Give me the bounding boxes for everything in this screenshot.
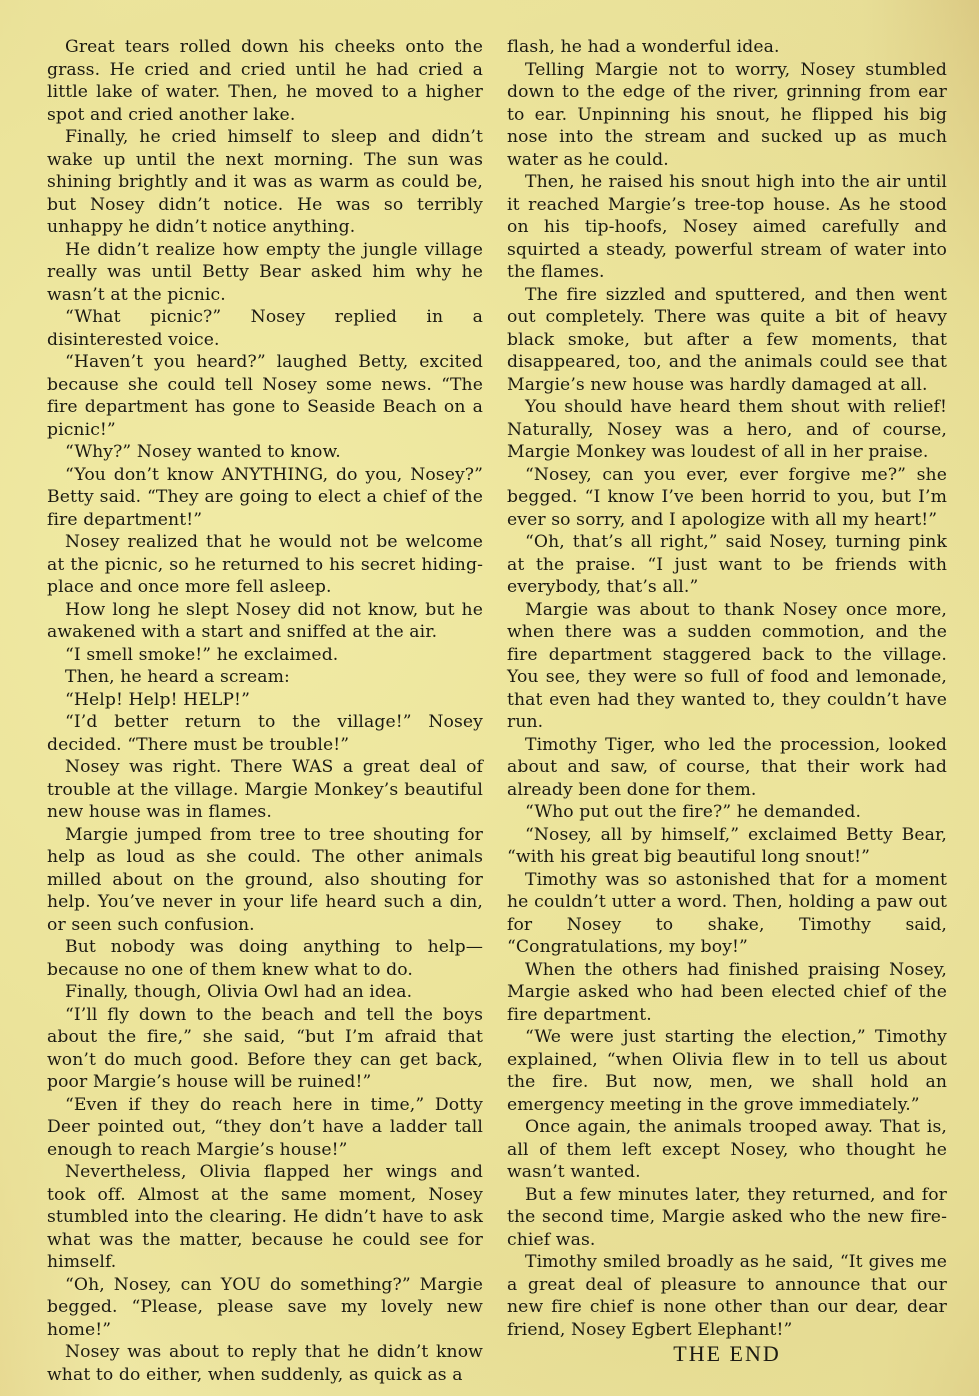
paragraph: Nevertheless, Olivia flapped her wings and took off. Almost at the same moment, Nosey stumbled into the clearing. He didn’t have to ask what was the matter, because he could see for himself. [47,1162,483,1272]
paragraph: “Oh, Nosey, can YOU do something?” Margie begged. “Please, please save my lovely new home!” [47,1274,483,1340]
paragraph: Great tears rolled down his cheeks onto the grass. He cried and cried until he had cried a little lake of water. Then, he moved to a higher spot and cried another lake. [47,37,483,125]
paragraph: “Even if they do reach here in time,” Dotty Deer pointed out, “they don’t have a ladder tall enough to reach Margie’s house!” [47,1094,483,1160]
paragraph: Margie was about to thank Nosey once more, when there was a sudden commotion, and the fire department staggered back to the village. You see, they were so full of food and lemonade, that even had they wanted to, they couldn’t have run. [507,599,947,732]
paragraph: “Why?” Nosey wanted to know. [65,442,341,462]
paragraph: You should have heard them shout with relief! Naturally, Nosey was a hero, and of course, Margie Monkey was loudest of all in her praise. [507,397,947,462]
paragraph: Then, he heard a scream: [65,667,290,687]
paragraph: “What picnic?” Nosey replied in a disinterested voice. [47,307,483,350]
paragraph: “Nosey, can you ever, ever forgive me?” she begged. “I know I’ve been horrid to you, but I’m ever so sorry, and I apologize with all my heart!” [507,464,947,530]
paragraph: Timothy smiled broadly as he said, “It gives me a great deal of pleasure to announce that our new fire chief is none other than our dear, dear friend, Nosey Egbert Elephant!” [507,1252,947,1340]
paragraph-continuation: flash, he had a wonderful idea. [507,37,780,57]
right-text-column [507,36,947,1366]
paragraph: Finally, though, Olivia Owl had an idea. [65,982,413,1002]
paragraph: Timothy was so astonished that for a moment he couldn’t utter a word. Then, holding a paw out for Nosey to shake, Timothy said, “Congratulations, my boy!” [507,869,947,957]
paragraph: “Help! Help! HELP!” [65,689,250,710]
paragraph: But a few minutes later, they returned, and for the second time, Margie asked who the new fire-chief was. [507,1184,947,1250]
paragraph: “I’ll fly down to the beach and tell the boys about the fire,” she said, “but I’m afraid that won’t do much good. Before they can get back, poor Margie’s house will be ruined!” [47,1004,483,1092]
paragraph: Then, he raised his snout high into the air until it reached Margie’s tree-top house. As he stood on his tip-hoofs, Nosey aimed carefully and squirted a steady, powerful stream of water into the flames. [507,172,947,282]
paragraph: “I’d better return to the village!” Nosey decided. “There must be trouble!” [47,712,483,755]
paragraph: “You don’t know ANYTHING, do you, Nosey?” Betty said. “They are going to elect a chief of the fire department!” [47,464,483,530]
paragraph: But nobody was doing anything to help—because no one of them knew what to do. [47,937,483,980]
paragraph: Telling Margie not to worry, Nosey stumbled down to the edge of the river, grinning from ear to ear. Unpinning his snout, he flipped his big nose into the stream and sucked up as much water as he could. [507,59,947,170]
paragraph: “We were just starting the election,” Timothy explained, “when Olivia flew in to tell us about the fire. But now, men, we shall hold an emergency meeting in the grove immediately.” [507,1027,947,1115]
paragraph: “I smell smoke!” he exclaimed. [65,644,339,665]
paragraph: “Oh, that’s all right,” said Nosey, turning pink at the praise. “I just want to be friends with everybody, that’s all.” [507,532,947,597]
paragraph: “Who put out the fire?” he demanded. [525,802,862,822]
paragraph: He didn’t realize how empty the jungle village really was until Betty Bear asked him why he wasn’t at the picnic. [47,239,483,305]
paragraph: “Haven’t you heard?” laughed Betty, excited because she could tell Nosey some news. “The fire department has gone to Seaside Beach on a picnic!” [47,352,483,440]
paragraph: Once again, the animals trooped away. That is, all of them left except Nosey, who thought he wasn’t wanted. [507,1117,947,1182]
paragraph: “Nosey, all by himself,” exclaimed Betty Bear, “with his great big beautiful long snout!” [507,824,947,867]
paragraph: The fire sizzled and sputtered, and then went out completely. There was quite a bit of heavy black smoke, but after a few moments, that disappeared, too, and the animals could see that Margie’s new house was hardly damaged at all. [507,284,947,395]
paragraph: How long he slept Nosey did not know, but he awakened with a start and sniffed at the air. [47,599,483,642]
paragraph: Margie jumped from tree to tree shouting for help as loud as she could. The other animals milled about on the ground, also shouting for help. You’ve never in your life heard such a din, or seen such confusion. [47,824,483,935]
left-text-column [47,36,483,1386]
paragraph: Nosey was right. There WAS a great deal of trouble at the village. Margie Monkey’s beautiful new house was in flames. [47,757,483,822]
paragraph: When the others had finished praising Nosey, Margie asked who had been elected chief of the fire department. [507,959,947,1025]
paragraph: Nosey was about to reply that he didn’t know what to do either, when suddenly, as quick as a [47,1342,483,1385]
the-end-label: THE END [673,1341,781,1366]
paragraph: Timothy Tiger, who led the procession, looked about and saw, of course, that their work had already been done for them. [507,734,947,800]
paragraph: Finally, he cried himself to sleep and didn’t wake up until the next morning. The sun was shining brightly and it was as warm as could be, but Nosey didn’t notice. He was so terribly unhappy he didn’t notice anything. [47,127,483,237]
paragraph: Nosey realized that he would not be welcome at the picnic, so he returned to his secret hiding-place and once more fell asleep. [47,532,483,597]
